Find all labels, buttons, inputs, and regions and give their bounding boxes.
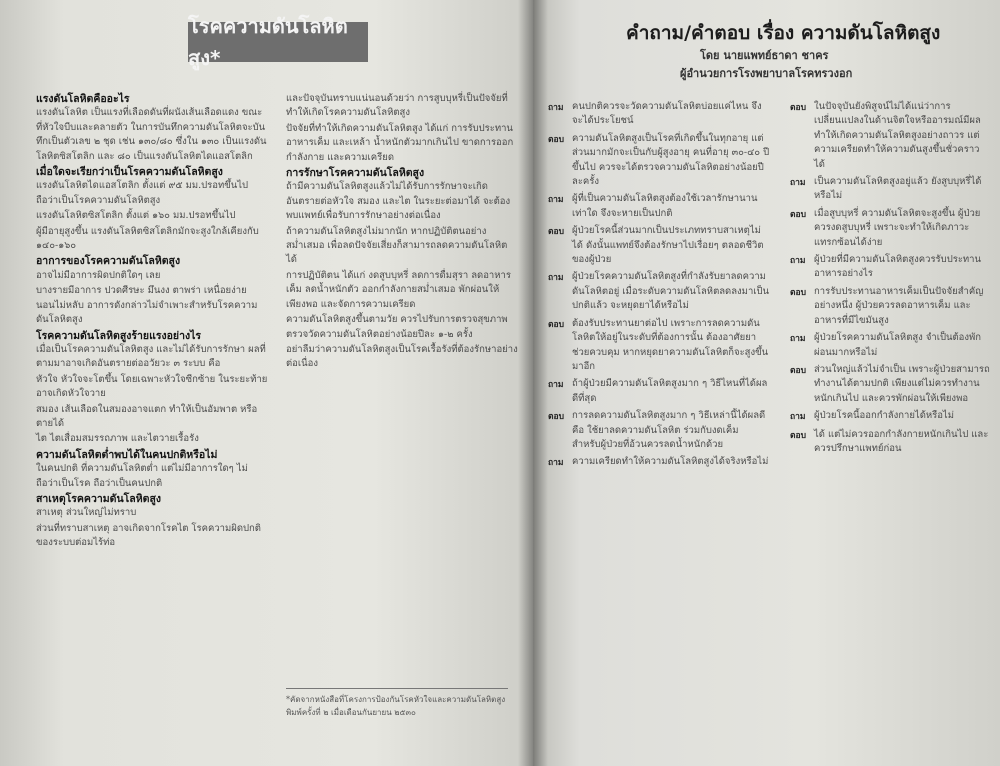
section-heading: การรักษาโรคความดันโลหิตสูง xyxy=(286,167,425,180)
qa-text: ต้องรับประทานยาต่อไป เพราะการลดความดันโลหิตให้อยู่ในระดับที่ต้องการนั้น ต้องอาศัยยาช่วยควบคุม หากหยุดยาความดันโลหิตก็จะสูงขึ้นมาอีก xyxy=(572,317,769,372)
answer-tag: ตอบ xyxy=(548,227,565,238)
left-column-2 xyxy=(286,92,518,373)
question-tag: ถาม xyxy=(548,458,564,469)
section-heading: แรงดันโลหิตคืออะไร xyxy=(36,93,130,105)
qa-text: เป็นความดันโลหิตสูงอยู่แล้ว ยังสูบบุหรี่ได้หรือไม่ xyxy=(814,176,982,202)
paragraph: ผู้มีอายุสูงขึ้น แรงดันโลหิตซิสโตลิกมักจะสูงใกล้เคียงกับ ๑๔๐-๑๖๐ xyxy=(36,225,259,252)
right-column-2 xyxy=(790,100,990,459)
question-tag: ถาม xyxy=(548,195,564,206)
qa-text: คนปกติควรจะวัดความดันโลหิตบ่อยแค่ไหน จึงจะได้ประโยชน์ xyxy=(572,101,762,127)
book-gutter-shadow xyxy=(518,0,548,766)
paragraph: และปัจจุบันทราบแน่นอนด้วยว่า การสูบบุหรี่เป็นปัจจัยที่ทำให้เกิดโรคความดันโลหิตสูง xyxy=(286,93,508,119)
qa-entry xyxy=(548,192,770,221)
qa-entry xyxy=(790,207,990,250)
paragraph: หัวใจ หัวใจจะโตขึ้น โดยเฉพาะหัวใจซีกซ้าย ในระยะท้ายอาจเกิดหัวใจวาย xyxy=(36,373,268,400)
question-tag: ถาม xyxy=(548,380,564,391)
qa-text: ผู้ป่วยโรคนี้ส่วนมากเป็นประเภททราบสาเหตุไม่ได้ ดังนั้นแพทย์จึงต้องรักษาไปเรื่อยๆ ตลอดชีวิตของผู้ป่วย xyxy=(572,225,764,266)
qa-text: ผู้ป่วยที่มีความดันโลหิตสูงควรรับประทานอาหารอย่างไร xyxy=(814,254,982,280)
qa-text: ในปัจจุบันยังพิสูจน์ไม่ได้แน่ว่าการเปลี่ยนแปลงในด้านจิตใจหรืออารมณ์มีผลทำให้เกิดความดันโลหิตสูงอย่างถาวร แต่ความเครียดทำให้ความดันสูงขึ้นชั่วคราวได้ xyxy=(814,101,981,170)
section-heading: ความดันโลหิตต่ำพบได้ในคนปกติหรือไม่ xyxy=(36,448,218,461)
answer-tag: ตอบ xyxy=(790,103,807,113)
qa-text: ผู้ที่เป็นความดันโลหิตสูงต้องใช้เวลารักษานานเท่าใด จึงจะหายเป็นปกติ xyxy=(572,193,758,219)
paragraph: บางรายมีอาการ ปวดศีรษะ มึนงง ตาพร่า เหนื่อยง่าย นอนไม่หลับ อาการดังกล่าวไม่จำเพาะสำหรับโรคความดันโลหิตสูง xyxy=(36,285,258,326)
question-tag: ถาม xyxy=(790,256,806,267)
qa-text: การรับประทานอาหารเค็มเป็นปัจจัยสำคัญอย่างหนึ่ง ผู้ป่วยควรลดอาหารเค็ม และอาหารที่มีไขมันสูง xyxy=(814,285,984,326)
answer-tag: ตอบ xyxy=(790,287,807,298)
left-column-1 xyxy=(36,92,268,552)
paragraph: แรงดันโลหิตซิสโตลิก ตั้งแต่ ๑๖๐ มม.ปรอทขึ้นไป xyxy=(36,210,236,222)
qa-text: ความเครียดทำให้ความดันโลหิตสูงได้จริงหรือไม่ xyxy=(572,456,769,468)
qa-text: เมื่อสูบบุหรี่ ความดันโลหิตจะสูงขึ้น ผู้ป่วยควรงดสูบบุหรี่ เพราะจะทำให้เกิดภาวะแทรกซ้อนได้ง่าย xyxy=(814,207,981,248)
question-tag: ถาม xyxy=(548,103,564,113)
paragraph: แรงดันโลหิต เป็นแรงที่เลือดดันที่ผนังเส้นเลือดแดง ขณะที่หัวใจบีบและคลายตัว ในการบันทึกความดันโลหิตจะบันทึกเป็นตัวเลข ๒ ชุด เช่น ๑๓๐/๘๐ ซึ่งใน ๑๓๐ เป็นแรงดันโลหิตซิสโตลิก และ ๘๐ เป็นแรงดันโลหิตไดแอสโตลิก xyxy=(36,107,267,162)
paragraph: แรงดันโลหิตไดแอสโตลิก ตั้งแต่ ๙๕ มม.ปรอทขึ้นไป ถือว่าเป็นโรคความดันโลหิตสูง xyxy=(36,180,249,206)
question-tag: ถาม xyxy=(790,178,806,189)
qa-entry xyxy=(548,377,770,406)
paragraph: อาจไม่มีอาการผิดปกติใดๆ เลย xyxy=(36,269,161,281)
qa-entry xyxy=(790,331,990,360)
qa-entry xyxy=(548,100,770,129)
qa-text: ความดันโลหิตสูงเป็นโรคที่เกิดขึ้นในทุกอายุ แต่ส่วนมากมักจะเป็นกับผู้สูงอายุ คนที่อายุ ๓๐-๔๐ ปีขึ้นไป ควรจะได้ตรวจความดันโลหิตอย่างน้อยปีละครั้ง xyxy=(572,132,770,188)
qa-entry xyxy=(548,270,770,313)
paragraph: ส่วนที่ทราบสาเหตุ อาจเกิดจากโรคไต โรคความผิดปกติของระบบต่อมไร้ท่อ xyxy=(36,522,261,549)
qa-entry xyxy=(548,409,770,452)
author-role: ผู้อำนวยการโรงพยาบาลโรคทรวงอก xyxy=(680,67,853,80)
paragraph: การปฏิบัติตน ได้แก่ งดสูบบุหรี่ ลดการดื่มสุรา ลดอาหารเค็ม ลดน้ำหนักตัว ออกกำลังกายสม่ำเสมอ พักผ่อนให้เพียงพอ และจัดการความเครียด xyxy=(286,269,511,310)
author-line: โดย นายแพทย์ธาดา ชาคร xyxy=(700,49,829,62)
qa-entry xyxy=(790,100,990,172)
qa-text: ผู้ป่วยโรคความดันโลหิตสูงที่กำลังรับยาลดความดันโลหิตอยู่ เมื่อระดับความดันโลหิตลดลงมาเป็นปกติแล้ว จะหยุดยาได้หรือไม่ xyxy=(572,271,770,312)
paragraph: ถ้าความดันโลหิตสูงไม่มากนัก หากปฏิบัติตนอย่างสม่ำเสมอ เพื่อลดปัจจัยเสี่ยงก็สามารถลดความดันโลหิตได้ xyxy=(286,225,508,266)
qa-entry xyxy=(790,285,990,328)
qa-entry xyxy=(790,428,990,457)
paragraph: ปัจจัยที่ทำให้เกิดความดันโลหิตสูง ได้แก่ การรับประทานอาหารเค็ม และเหล้า น้ำหนักตัวมากเกินไป ขาดการออกกำลังกาย และความเครียด xyxy=(286,122,514,163)
qa-entry xyxy=(548,224,770,267)
qa-entry xyxy=(790,409,990,424)
qa-text: ส่วนใหญ่แล้วไม่จำเป็น เพราะผู้ป่วยสามารถทำงานได้ตามปกติ เพียงแต่ไม่ควรทำงานหนักเกินไป และควรพักผ่อนให้เพียงพอ xyxy=(814,363,990,404)
paragraph: ไต ไตเสื่อมสมรรถภาพ และไตวายเรื้อรัง xyxy=(36,433,199,445)
paragraph: ความดันโลหิตสูงขึ้นตามวัย ควรไปรับการตรวจสุขภาพ ตรวจวัดความดันโลหิตอย่างน้อยปีละ ๑-๒ ครั้ง xyxy=(286,314,508,340)
section-heading: อาการของโรคความดันโลหิตสูง xyxy=(36,255,181,268)
right-page-title: คำถาม/คำตอบ เรื่อง ความดันโลหิตสูง xyxy=(626,22,941,44)
qa-entry xyxy=(790,175,990,204)
paragraph: ถ้ามีความดันโลหิตสูงแล้วไม่ได้รับการรักษาจะเกิดอันตรายต่อหัวใจ สมอง และไต ในระยะต่อมาได้ จะต้องพบแพทย์เพื่อรับการรักษาอย่างต่อเนื่อง xyxy=(286,181,511,222)
right-page xyxy=(533,0,1000,766)
question-tag: ถาม xyxy=(790,334,806,345)
qa-entry xyxy=(548,132,770,190)
paragraph: เมื่อเป็นโรคความดันโลหิตสูง และไม่ได้รับการรักษา ผลที่ตามมาอาจเกิดอันตรายต่ออวัยวะ ๓ ระบบ คือ xyxy=(36,343,266,370)
footnote: *คัดจากหนังสือที่โครงการป้องกันโรคหัวใจและความดันโลหิตสูง พิมพ์ครั้งที่ ๒ เมื่อเดือนกันยายน ๒๕๓๐ xyxy=(286,688,508,753)
qa-text: ผู้ป่วยโรคความดันโลหิตสูง จำเป็นต้องพักผ่อนมากหรือไม่ xyxy=(814,332,982,358)
answer-tag: ตอบ xyxy=(790,365,807,376)
question-tag: ถาม xyxy=(548,273,564,284)
question-tag: ถาม xyxy=(790,412,806,423)
section-heading: สาเหตุโรคความดันโลหิตสูง xyxy=(36,492,162,505)
right-column-1 xyxy=(548,100,770,474)
paragraph: สมอง เส้นเลือดในสมองอาจแตก ทำให้เป็นอัมพาต หรือตายได้ xyxy=(36,403,258,429)
answer-tag: ตอบ xyxy=(548,319,565,330)
qa-entry xyxy=(548,317,770,375)
section-heading: เมื่อใดจะเรียกว่าเป็นโรคความดันโลหิตสูง xyxy=(36,166,223,179)
qa-text: การลดความดันโลหิตสูงมาก ๆ วิธีเหล่านี้ได้ผลดี คือ ใช้ยาลดความดันโลหิต ร่วมกับงดเค็ม สำหรับผู้ป่วยที่อ้วนควรลดน้ำหนักด้วย xyxy=(572,410,766,450)
qa-text: ได้ แต่ไม่ควรออกกำลังกายหนักเกินไป และควรปรึกษาแพทย์ก่อน xyxy=(814,428,989,454)
answer-tag: ตอบ xyxy=(548,134,565,145)
qa-text: ผู้ป่วยโรคนี้ออกกำลังกายได้หรือไม่ xyxy=(814,410,954,422)
paragraph: สาเหตุ ส่วนใหญ่ไม่ทราบ xyxy=(36,507,137,519)
qa-entry xyxy=(790,253,990,282)
section-heading: โรคความดันโลหิตสูงร้ายแรงอย่างไร xyxy=(36,329,202,342)
left-page-title-banner: โรคความดันโลหิตสูง* xyxy=(188,22,368,62)
answer-tag: ตอบ xyxy=(790,430,807,441)
qa-text: ถ้าผู้ป่วยมีความดันโลหิตสูงมาก ๆ วิธีไหนที่ได้ผลดีที่สุด xyxy=(572,378,768,404)
answer-tag: ตอบ xyxy=(548,412,565,423)
qa-entry xyxy=(548,455,770,470)
paragraph: ในคนปกติ ที่ความดันโลหิตต่ำ แต่ไม่มีอาการใดๆ ไม่ถือว่าเป็นโรค ถือว่าเป็นคนปกติ xyxy=(36,463,248,489)
paragraph: อย่าลืมว่าความดันโลหิตสูงเป็นโรคเรื้อรังที่ต้องรักษาอย่างต่อเนื่อง xyxy=(286,343,518,370)
answer-tag: ตอบ xyxy=(790,209,807,220)
qa-entry xyxy=(790,363,990,406)
